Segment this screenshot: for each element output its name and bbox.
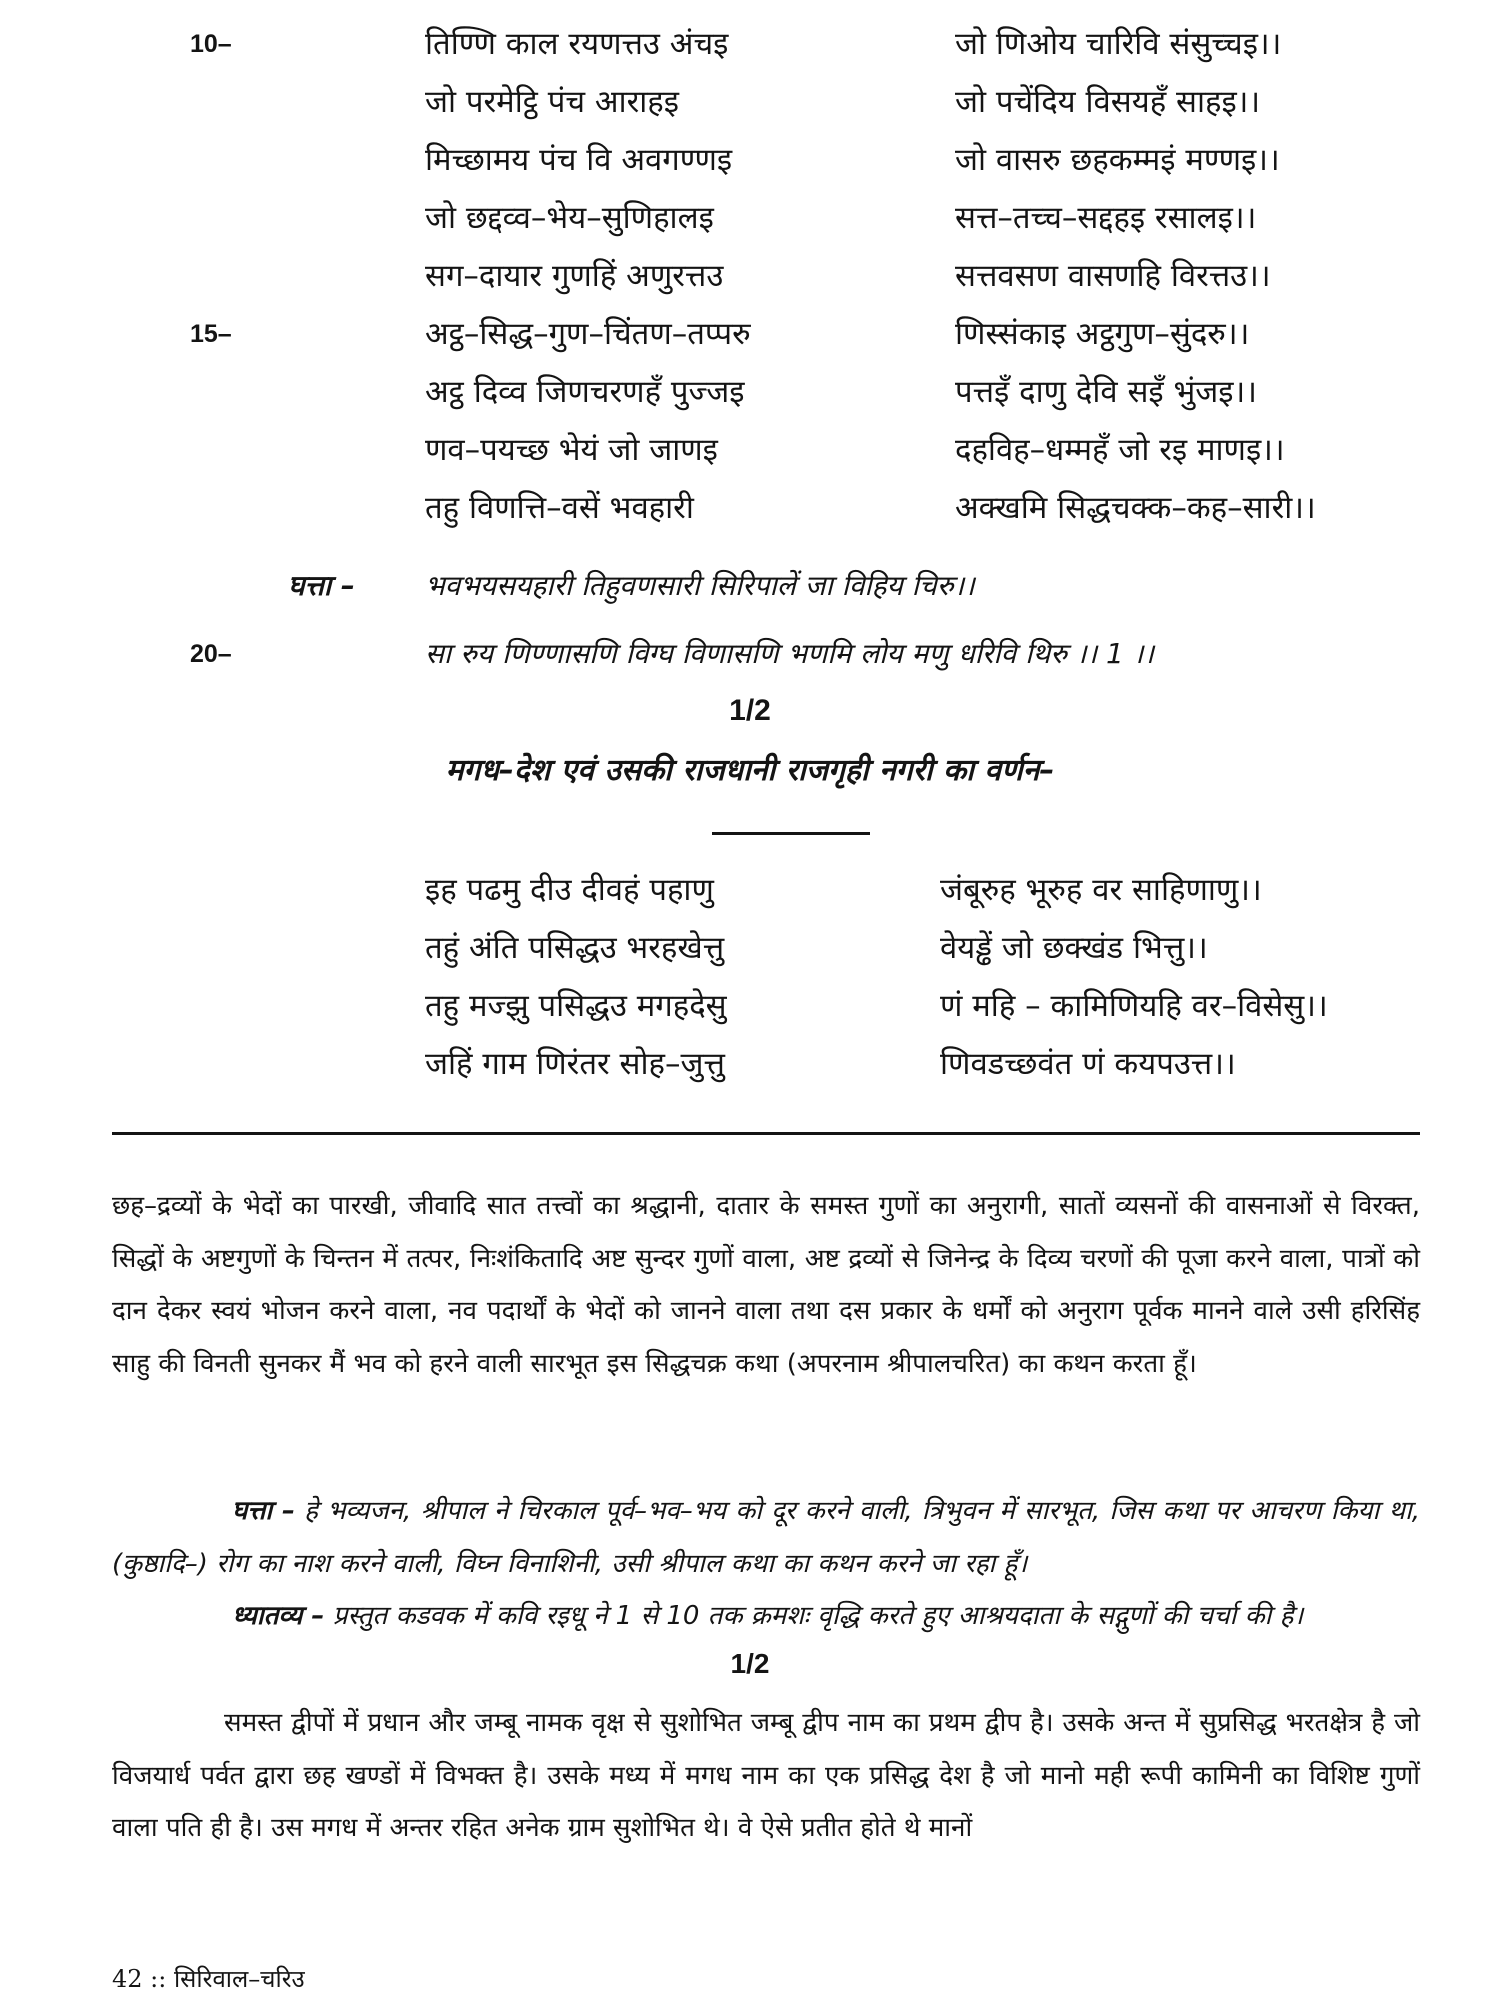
verse-left: अट्ठ–सिद्ध–गुण–चिंतण–तप्परु [425,316,751,352]
note [112,1590,1420,1643]
verse-right: जंबूरुह भूरुह वर साहिणाणु।। [940,872,1262,908]
verse-left: अट्ठ दिव्व जिणचरणहँ पुज्जइ [425,374,745,410]
verse-left: तहु मज्झु पसिद्धउ मगहदेसु [425,988,727,1024]
verse-right: जो णिओय चारिवि संसुच्चइ।। [955,26,1282,62]
line-number: 20– [190,640,232,668]
heading-underline [712,832,870,835]
translation-text: छह–द्रव्यों के भेदों का पारखी, जीवादि सात तत्त्वों का श्रद्धानी, दातार के समस्त गुणों का अनुरागी, सातों व्यसनों की वासनाओं से विरक्त, सिद्धों के अष्टगुणों के चिन्तन में तत्पर, निःशंकितादि अष्ट सुन्दर गुणों वाला, अष्ट द्रव्यों से जिनेन्द्र के दिव्य चरणों की पूजा करने वाला, पात्रों को दान देकर स्वयं भोजन करने वाला, नव पदार्थों के भेदों को जानने वाला तथा दस प्रकार के धर्मों को अनुराग पूर्वक मानने वाले उसी हरिसिंह साहु की विनती सुनकर मैं भव को हरने वाली सारभूत इस सिद्धचक्र कथा (अपरनाम श्रीपालचरित) का कथन करता हूँ। [112,1191,1420,1379]
verse-right: णिस्संकाइ अट्ठगुण–सुंदरु।। [955,316,1250,352]
translation-section-number: 1/2 [730,1648,770,1679]
verse-left: तहुं अंति पसिद्धउ भरहखेत्तु [425,930,725,966]
ghatta-line-2: सा रुय णिण्णासणि विग्घ विणासणि भणमि लोय मणु धरिवि थिरु ।। 1 ।। [425,637,1154,670]
section-heading: मगध–देश एवं उसकी राजधानी राजगृही नगरी का वर्णन– [445,753,1055,788]
translation-paragraph [112,1180,1420,1390]
verse-left: सग–दायार गुणहिं अणुरत्तउ [425,258,724,294]
note-label: ध्यातव्य – [232,1601,325,1631]
verse-right: पत्तइँ दाणु देवि सइँ भुंजइ।। [955,374,1257,410]
verse-left: तिण्णि काल रयणत्तउ अंचइ [425,26,729,62]
verse-right: अक्खमि सिद्धचक्क–कह–सारी।। [955,490,1316,526]
verse-left: जहिं गाम णिरंतर सोह–जुत्तु [425,1046,725,1082]
translation-text-2: समस्त द्वीपों में प्रधान और जम्बू नामक वृक्ष से सुशोभित जम्बू द्वीप नाम का प्रथम द्वीप है। उसके अन्त में सुप्रसिद्ध भरतक्षेत्र है जो विजयार्ध पर्वत द्वारा छह खण्डों में विभक्त है। उसके मध्य में मगध नाम का एक प्रसिद्ध देश है जो मानो मही रूपी कामिनी का विशिष्ट गुणों वाला पति ही है। उस मगध में अन्तर रहित अनेक ग्राम सुशोभित थे। वे ऐसे प्रतीत होते थे मानों [112,1708,1420,1843]
ghatta-translation-text: हे भव्यजन, श्रीपाल ने चिरकाल पूर्व–भव–भय को दूर करने वाली, त्रिभुवन में सारभूत, जिस कथा पर आचरण किया था, (कुष्ठादि–) रोग का नाश करने वाली, विघ्न विनाशिनी, उसी श्रीपाल कथा का कथन करने जा रहा हूँ। [112,1496,1420,1579]
line-number: 15– [190,320,232,348]
verse-left: जो परमेट्ठि पंच आराहइ [425,84,679,120]
verse-right: जो पचेंदिय विसयहँ साहइ।। [955,84,1261,120]
ghatta-line-1: भवभयसयहारी तिहुवणसारी सिरिपालें जा विहिय चिरु।। [425,569,975,602]
line-number: 10– [190,30,232,58]
verse-right: णिवडच्छवंत णं कयपउत्त।। [940,1046,1236,1082]
verse-right: दहविह–धम्महँ जो रइ माणइ।। [955,432,1285,468]
ghatta-label: घत्ता – [232,1496,295,1526]
ghatta-label: घत्ता – [288,569,355,602]
verse-right: वेयड्ढें जो छक्खंड भित्तु।। [940,930,1208,966]
verse-right: णं महि – कामिणियहि वर–विसेसु।। [940,988,1328,1024]
verse-left: णव–पयच्छ भेयं जो जाणइ [425,432,718,468]
page-footer: 42 :: सिरिवाल–चरिउ [112,1965,305,1993]
verse-right: जो वासरु छहकम्मइं मण्णइ।। [955,142,1280,178]
note-text: प्रस्तुत कडवक में कवि रइधू ने 1 से 10 तक क्रमशः वृद्धि करते हुए आश्रयदाता के सद्गुणों की चर्चा की है। [332,1601,1304,1631]
verse-right: सत्तवसण वासणहि विरत्तउ।। [955,258,1271,294]
verse-left: मिच्छामय पंच वि अवगण्णइ [425,142,733,178]
translation-paragraph-2 [112,1697,1420,1855]
ghatta-translation [112,1485,1420,1590]
verse-left: इह पढमु दीउ दीवहं पहाणु [425,872,714,908]
verse-right: सत्त–तच्च–सद्दहइ रसालइ।। [955,200,1257,236]
verse-left: जो छद्दव्व–भेय–सुणिहालइ [425,200,714,236]
footnote-divider [112,1132,1420,1135]
section-number: 1/2 [729,694,771,727]
verse-left: तहु विणत्ति–वसें भवहारी [425,490,694,526]
